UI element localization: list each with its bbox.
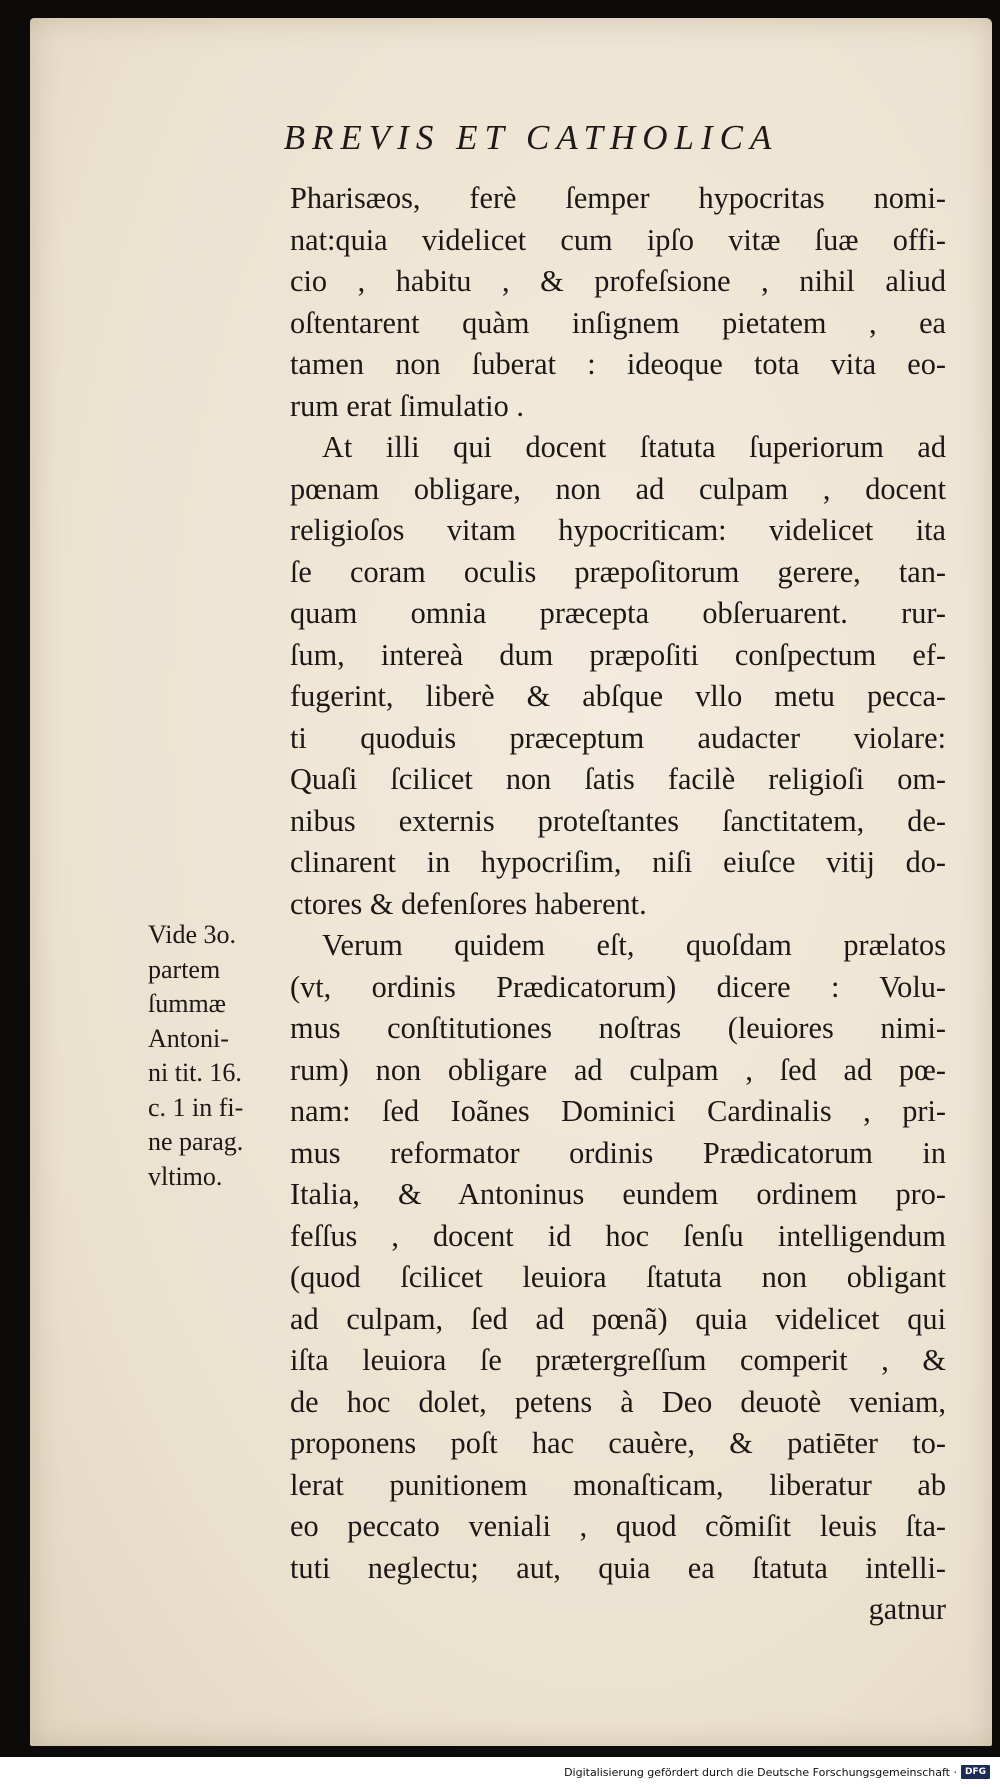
text-line: ctores & defenſores haberent. (290, 886, 647, 921)
text-line: quam omnia præcepta obſeruarent. rur- (290, 596, 946, 630)
digitization-footer (0, 1757, 1000, 1787)
text-line: cio , habitu , & profeſsione , nihil aliud (290, 264, 946, 298)
marginal-line: partem (148, 954, 221, 984)
text-line: religioſos vitam hypocriticam: videlicet ita (290, 513, 946, 547)
text-line: Pharisæos, ferè ſemper hypocritas nomi- (290, 181, 946, 215)
text-line: Quaſi ſcilicet non ſatis facilè religioſi om- (290, 762, 946, 796)
text-line: oſtentarent quàm inſignem pietatem , ea (290, 305, 946, 340)
text-line: nat:quia videlicet cum ipſo vitæ ſuæ offi- (290, 222, 946, 257)
text-line: ad culpam, ſed ad pœnã) quia videlicet qui (290, 1301, 946, 1336)
text-line: tuti neglectu; aut, quia ea ſtatuta intelli- (290, 1550, 946, 1585)
text-line: tamen non ſuberat : ideoque tota vita eo- (290, 347, 946, 381)
marginal-line: c. 1 in fi- (148, 1092, 244, 1122)
text-line: ſe coram oculis præpoſitorum gerere, tan- (290, 554, 946, 589)
marginal-line: ni tit. 16. (148, 1058, 242, 1087)
marginal-line: Antoni- (148, 1023, 229, 1053)
marginal-line: vltimo. (148, 1161, 223, 1191)
text-line: rum) non obligare ad culpam , ſed ad pœ- (290, 1052, 946, 1087)
text-line: iſta leuiora ſe prætergreſſum comperit , & (290, 1343, 946, 1377)
book-page (30, 18, 992, 1746)
dfg-logo-icon: DFG (961, 1765, 990, 1779)
text-line: fugerint, liberè & abſque vllo metu pecca- (290, 679, 946, 713)
text-line: pœnam obligare, non ad culpam , docent (290, 471, 946, 506)
text-line: ti quoduis præceptum audacter violare: (290, 720, 946, 755)
text-line: eo peccato veniali , quod cõmiſit leuis ſta- (290, 1509, 946, 1543)
marginal-line: ne parag. (148, 1127, 244, 1156)
text-line: proponens poſt hac cauère, & patiēter to- (290, 1426, 946, 1460)
text-line: Verum quidem eſt, quoſdam prælatos (322, 928, 946, 962)
text-line: clinarent in hypocriſim, niſi eiuſce vitij do- (290, 845, 946, 879)
marginal-note (148, 918, 288, 1194)
marginal-line: Vide 3o. (148, 920, 236, 949)
text-line: (quod ſcilicet leuiora ſtatuta non obligant (290, 1260, 946, 1294)
text-line: de hoc dolet, petens à Deo deuotè veniam, (290, 1384, 946, 1419)
text-line: feſſus , docent id hoc ſenſu intelligendum (290, 1218, 946, 1253)
text-line: (vt, ordinis Prædicatorum) dicere : Volu- (290, 969, 946, 1004)
text-line: mus conſtitutiones noſtras (leuiores nimi- (290, 1011, 946, 1045)
text-line: nibus externis proteſtantes ſanctitatem, de- (290, 803, 946, 838)
catchword: gatnur (868, 1592, 946, 1626)
footer-credit: Digitalisierung gefördert durch die Deutsche Forschungsgemeinschaft · (564, 1765, 957, 1779)
text-line: At illi qui docent ſtatuta ſuperiorum ad (322, 430, 946, 464)
text-line: ſum, intereà dum præpoſiti conſpectum ef- (290, 637, 946, 672)
text-line: Italia, & Antoninus eundem ordinem pro- (290, 1177, 946, 1211)
text-line: lerat punitionem monaſticam, liberatur ab (290, 1467, 946, 1502)
body-text (290, 178, 946, 1631)
marginal-line: ſummæ (148, 989, 227, 1018)
running-head: BREVIS ET CATHOLICA (283, 118, 779, 157)
text-line: mus reformator ordinis Prædicatorum in (290, 1135, 946, 1170)
text-line: nam: ſed Ioãnes Dominici Cardinalis , pri- (290, 1094, 946, 1128)
text-line: rum erat ſimulatio . (290, 388, 524, 423)
